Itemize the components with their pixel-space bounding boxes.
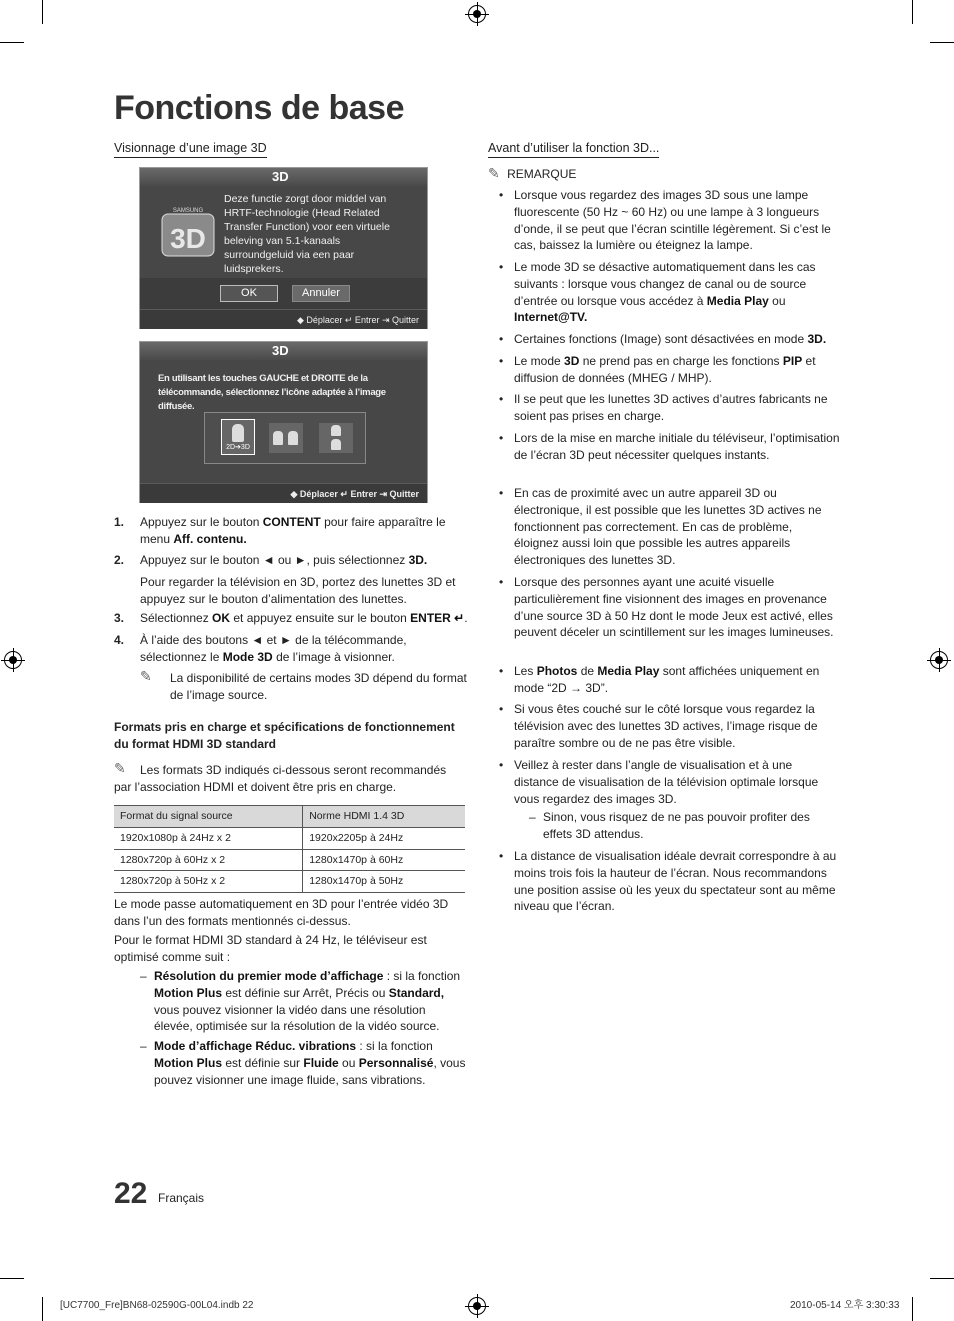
step-number: 4.	[114, 633, 125, 647]
step-number: 1.	[114, 515, 125, 529]
sub-dash-item: – Sinon, vous risquez de ne pas pouvoir profiter des effets 3D attendus.	[529, 810, 810, 841]
note-pencil-icon: ✎	[114, 760, 126, 776]
step-text: Sélectionnez OK et appuyez ensuite sur le bouton ENTER ↵.	[140, 611, 468, 625]
crop-mark	[912, 0, 913, 24]
step-2	[114, 552, 468, 570]
table-cell: 1280x1470p à 50Hz	[303, 871, 465, 893]
tv-screen-message: Deze functie zorgt door middel van HRTF-technologie (Head Related Transfer Function) voor een virtuele beleving van 5.1-kanaals surroundgeluid via een paar luidsprekers.	[224, 193, 390, 275]
table-cell: 1280x1470p à 60Hz	[303, 849, 465, 871]
crop-mark	[0, 42, 24, 43]
person-icon	[232, 424, 244, 442]
list-item: • Si vous êtes couché sur le côté lorsque vous regardez la télévision avec des lunettes 3D actives, l’image risque de paraître sombre ou de ne pas être visible.	[514, 701, 840, 751]
table-row	[114, 871, 465, 893]
remarque-note	[488, 165, 576, 183]
hdmi-format-table	[114, 805, 465, 893]
section-title-viewing-3d: Visionnage d’une image 3D	[114, 140, 267, 158]
formats-note	[114, 762, 466, 796]
list-item: • Lorsque vous regardez des images 3D sous une lampe fluorescente (50 Hz ~ 60 Hz) ou une lampe à 3 longueurs d’onde, il se peut que l’écran scintille légèrement. Si c’est le cas, baissez la lumière ou éteignez la lampe.	[514, 187, 840, 254]
step-text: Appuyez sur le bouton ◄ ou ►, puis sélectionnez 3D.	[140, 553, 428, 567]
tv-screen-message: En utilisant les touches GAUCHE et DROITE de la télécommande, sélectionnez l’icône adaptée à l’image diffusée.	[158, 373, 386, 412]
tv-screen-header: 3D	[140, 168, 427, 186]
dash-item-vibration-mode: – Mode d’affichage Réduc. vibrations : si la fonction Motion Plus est définie sur Fluide ou Personnalisé, vous pouvez visionner une image fluide, sans vibrations.	[140, 1039, 466, 1087]
cancel-button[interactable]: Annuler	[292, 285, 350, 302]
registration-mark-icon	[468, 5, 486, 23]
step-4	[114, 632, 468, 666]
formats-heading: Formats pris en charge et spécifications de fonctionnement du format HDMI 3D standard	[114, 720, 455, 751]
ok-button[interactable]: OK	[220, 285, 278, 302]
crop-mark	[930, 1278, 954, 1279]
list-item: • Le mode 3D ne prend pas en charge les fonctions PIP et diffusion de données (MHEG / MHP).	[514, 353, 840, 387]
tv-screen-nav-hints: ◆ Déplacer ↵ Entrer ⇥ Quitter	[140, 483, 427, 503]
note-pencil-icon: ✎	[140, 668, 152, 684]
table-cell: 1280x720p à 50Hz x 2	[114, 871, 303, 893]
list-item: • En cas de proximité avec un autre appareil 3D ou électronique, il est possible que les lunettes 3D actives ne fonctionnent pas correctement. En cas de problème, éloignez aussi loin que possible les autres appareils électroniques des lunettes 3D.	[514, 485, 840, 569]
note-text: Les formats 3D indiqués ci-dessous seront recommandés par l’association HDMI et doivent être pris en charge.	[114, 763, 447, 794]
list-item: • Il se peut que les lunettes 3D actives d’autres fabricants ne soient pas prises en charge.	[514, 391, 840, 425]
step-number: 2.	[114, 553, 125, 567]
list-item: • Les Photos de Media Play sont affichées uniquement en mode “2D → 3D”.	[514, 663, 840, 697]
table-header-cell: Norme HDMI 1.4 3D	[303, 806, 465, 828]
page-number: 22	[114, 1177, 148, 1210]
dash-item-first-mode: – Résolution du premier mode d’affichage : si la fonction Motion Plus est définie sur Arrêt, Précis ou Standard, vous pouvez visionner la vidéo dans une résolution élevée, optimisée sur la résolution de la vidéo source.	[140, 969, 461, 1034]
step-text: À l’aide des boutons ◄ et ► de la télécommande, sélectionnez le Mode 3D de l’image à visionner.	[140, 633, 407, 664]
mode-2d-to-3d-label: 2D➔3D	[226, 444, 250, 451]
person-icon	[288, 431, 298, 445]
person-icon	[331, 439, 341, 450]
samsung-3d-logo-icon	[158, 204, 218, 264]
note-pencil-icon: ✎	[488, 165, 500, 181]
step-text: Appuyez sur le bouton CONTENT pour faire apparaître le menu Aff. contenu.	[140, 515, 446, 546]
step-4-note	[140, 670, 468, 704]
registration-mark-icon	[4, 651, 22, 669]
person-icon	[331, 425, 341, 436]
auto-3d-paragraph: Le mode passe automatiquement en 3D pour l’entrée vidéo 3D dans l’un des formats mentionnés ci-dessus.	[114, 897, 449, 928]
list-item: • Lorsque des personnes ayant une acuité visuelle particulièrement fine visionnent des images en provenance d’une source 3D à 50 Hz dont le mode Jeux est activé, elles peuvent déceler un scintillement sur les images lumineuses.	[514, 574, 840, 641]
table-row	[114, 849, 465, 871]
crop-mark	[42, 1297, 43, 1321]
tv-screen-3d-info	[139, 167, 428, 329]
hdmi-24hz-paragraph: Pour le format HDMI 3D standard à 24 Hz, le téléviseur est optimisé comme suit :	[114, 933, 427, 964]
list-item: • Le mode 3D se désactive automatiquement dans les cas suivants : lorsque vous changez de canal ou de source d’entrée ou lorsque vous accédez à Media Play ou Internet@TV.	[514, 259, 840, 326]
mode-side-by-side-option[interactable]	[269, 423, 303, 453]
registration-mark-icon	[468, 1297, 486, 1315]
logo-brand-text: SAMSUNG	[172, 208, 204, 214]
step-number: 3.	[114, 611, 125, 625]
crop-mark	[0, 1278, 24, 1279]
step-3	[114, 610, 468, 628]
mode-2d-to-3d-option[interactable]	[221, 419, 255, 455]
list-item: • Veillez à rester dans l’angle de visualisation et à une distance de visualisation de la télévision optimale lorsque vous regardez des images 3D.	[514, 757, 840, 807]
note-label: REMARQUE	[507, 167, 577, 181]
tv-screen-header: 3D	[140, 342, 427, 360]
list-item: • Certaines fonctions (Image) sont désactivées en mode 3D.	[514, 331, 840, 348]
tv-screen-nav-hints: ◆ Déplacer ↵ Entrer ⇥ Quitter	[140, 309, 427, 329]
3d-mode-selector	[204, 412, 366, 464]
step-text: Pour regarder la télévision en 3D, portez des lunettes 3D et appuyez sur le bouton d’alimentation des lunettes.	[140, 575, 456, 606]
list-item: • Lors de la mise en marche initiale du téléviseur, l’optimisation de l’écran 3D peut nécessiter quelques instants.	[514, 430, 840, 464]
print-slug-date: 2010-05-14 오후 3:30:33	[790, 1300, 900, 1311]
page-title: Fonctions de base	[114, 89, 404, 127]
crop-mark	[930, 42, 954, 43]
logo-3d-text: 3D	[170, 223, 206, 254]
table-cell: 1920x1080p à 24Hz x 2	[114, 827, 303, 849]
note-text: La disponibilité de certains modes 3D dépend du format de l’image source.	[170, 671, 467, 702]
crop-mark	[42, 0, 43, 24]
table-row	[114, 827, 465, 849]
table-cell: 1280x720p à 60Hz x 2	[114, 849, 303, 871]
mode-top-bottom-option[interactable]	[319, 423, 353, 453]
list-item: • La distance de visualisation idéale devrait correspondre à au moins trois fois la hauteur de l’écran. Nous recommandons une position assise où les yeux du spectateur sont au même niveau que l’écran.	[514, 848, 840, 915]
page-language: Français	[158, 1191, 205, 1205]
crop-mark	[912, 1297, 913, 1321]
table-header-cell: Format du signal source	[114, 806, 303, 828]
tv-screen-3d-mode	[139, 341, 428, 503]
person-icon	[273, 431, 283, 445]
section-title-before-3d: Avant d’utiliser la fonction 3D...	[488, 140, 659, 158]
step-2-detail	[114, 574, 468, 608]
registration-mark-icon	[930, 651, 948, 669]
print-slug-file: [UC7700_Fre]BN68-02590G-00L04.indb 22	[60, 1300, 254, 1311]
table-header-row	[114, 806, 465, 828]
step-1	[114, 514, 468, 548]
table-cell: 1920x2205p à 24Hz	[303, 827, 465, 849]
